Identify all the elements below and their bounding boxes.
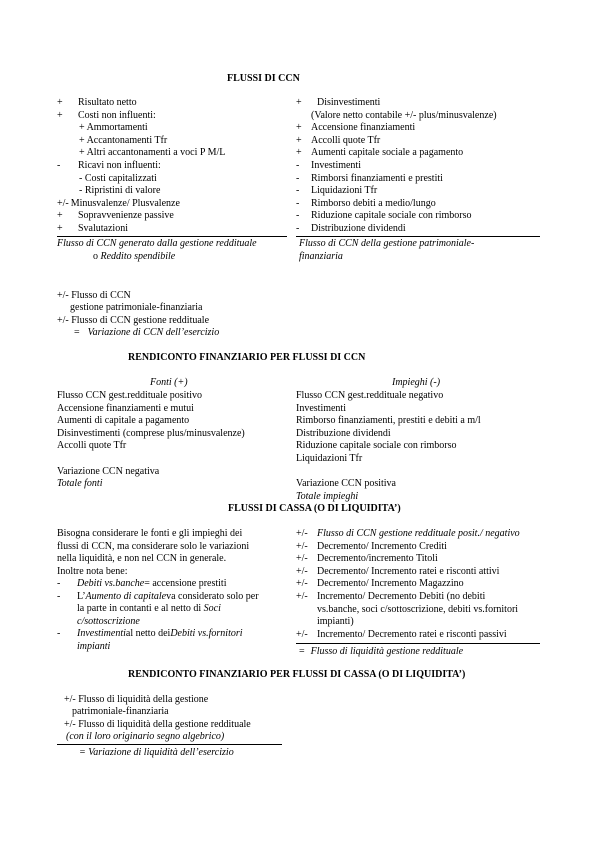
- sign: -: [296, 172, 300, 184]
- sign: +: [296, 97, 302, 108]
- list-item: [57, 173, 292, 186]
- list-item: [296, 604, 540, 617]
- list-item: Accensione finanziamenti e mutui: [57, 402, 194, 414]
- list-item: [296, 173, 536, 186]
- right-list-liquidita: [296, 528, 540, 641]
- item-text: Decremento/ Incremento Magazzino: [317, 578, 464, 590]
- item-text: impianti): [317, 616, 354, 628]
- list-item: Flusso CCN gest.reddituale positivo: [57, 390, 202, 401]
- item-text: Ricavi non influenti:: [78, 159, 161, 171]
- item-text: + Accantonamenti Tfr: [79, 134, 168, 146]
- note-item-cont: c/sottoscrizione: [77, 615, 140, 627]
- list-item: Rimborso finanziamenti, prestiti e debiti a m/l: [296, 415, 481, 427]
- item-text: Risultato netto: [78, 97, 137, 108]
- right-list-gestione-patrimoniale: [296, 97, 536, 236]
- list-item: [57, 147, 292, 160]
- list-item: [57, 97, 292, 110]
- notes-list: [57, 578, 292, 654]
- item-text: Decremento/ Incremento ratei e risconti attivi: [317, 565, 500, 577]
- impieghi-list: [296, 390, 540, 503]
- sign: +: [296, 122, 302, 134]
- sign: [57, 122, 78, 135]
- list-item: flussi di CCN, ma considerare solo le variazioni: [57, 540, 250, 552]
- item-text: Rimborso debiti a medio/lungo: [311, 197, 436, 209]
- sign: -: [296, 222, 300, 234]
- sign: [57, 147, 78, 160]
- note-item: - L’ Aumento di capitale va considerato solo per: [57, 590, 259, 602]
- sign: [57, 135, 78, 148]
- sign: +/-: [296, 540, 308, 552]
- list-item: Accolli quote Tfr: [57, 440, 127, 452]
- list-item: [296, 591, 540, 604]
- item-text: Disinvestimenti: [317, 97, 381, 108]
- item-text: Svalutazioni: [78, 222, 128, 234]
- sign: -: [296, 159, 300, 171]
- item-text: - Costi capitalizzati: [79, 172, 157, 184]
- item-text: + Altri accantonamenti a voci P M/L: [79, 147, 226, 159]
- list-item: [296, 223, 536, 236]
- sign: +/-: [296, 565, 308, 577]
- sign: [57, 185, 78, 198]
- item-text: Incremento/ Decremento ratei e risconti passivi: [317, 628, 507, 640]
- list-item: nella liquidità, e non nel CCN in generale.: [57, 553, 227, 565]
- sum4-line2: patrimoniale-finanziaria: [72, 706, 169, 717]
- list-item: [296, 466, 540, 479]
- title-rendiconto-cassa: RENDICONTO FINANZIARIO PER FLUSSI DI CASSA (O DI LIQUIDITA’): [128, 669, 466, 680]
- note-item: - Debiti vs.banche = accensione prestiti: [57, 578, 227, 589]
- list-item: Distribuzione dividendi: [296, 427, 391, 439]
- list-item: [296, 566, 540, 579]
- divider-sum4: [57, 744, 282, 745]
- list-item: [296, 616, 540, 629]
- item-text: Costi non influenti:: [78, 109, 156, 121]
- sign: +/-: [296, 578, 308, 590]
- fonti-total: Totale fonti: [57, 478, 103, 490]
- list-item: [296, 578, 540, 591]
- sign: -: [296, 197, 300, 209]
- item-text: Liquidazioni Tfr: [311, 185, 378, 197]
- sign: +: [57, 97, 63, 108]
- sum4-line5: = Variazione di liquidità dell’esercizio: [79, 747, 234, 758]
- item-text: + Ammortamenti: [79, 122, 148, 134]
- item-text: Decremento/incremento Titoli: [317, 553, 438, 565]
- sign: +/-: [57, 197, 69, 209]
- item-text: Accolli quote Tfr: [311, 134, 381, 146]
- sign: +/-: [296, 553, 308, 565]
- list-item: [296, 97, 536, 110]
- sum4-line1: +/- Flusso di liquidità della gestione: [64, 694, 209, 705]
- list-item: Aumenti di capitale a pagamento: [57, 415, 190, 427]
- list-item: [57, 453, 292, 466]
- note-item-cont: impianti: [77, 640, 111, 652]
- item-text: Rimborsi finanziamenti e prestiti: [311, 172, 443, 184]
- sign: +: [57, 210, 63, 222]
- right3-total: = Flusso di liquidità gestione reddituale: [299, 646, 464, 657]
- list-item: [57, 210, 292, 223]
- note-item: - Investimenti al netto dei Debiti vs.fornitori: [57, 628, 243, 640]
- sum4-line3: +/- Flusso di liquidità della gestione reddituale: [64, 719, 251, 730]
- title-flussi-ccn: FLUSSI DI CCN: [227, 73, 300, 84]
- list-item: Bisogna considerare le fonti e gli impieghi dei: [57, 528, 243, 539]
- list-item: [296, 198, 536, 211]
- list-item: [296, 122, 536, 135]
- note-item-cont: la parte in contanti e al netto di Soci: [77, 603, 221, 615]
- item-text: Flusso di CCN gestione reddituale posit./ negativo: [317, 528, 520, 539]
- title-rendiconto-ccn: RENDICONTO FINANZIARIO PER FLUSSI DI CCN: [128, 352, 366, 363]
- title-flussi-cassa: FLUSSI DI CASSA (O DI LIQUIDITA’): [228, 503, 401, 514]
- item-text: Incremento/ Decremento Debiti (no debiti: [317, 590, 486, 602]
- list-item: [57, 122, 292, 135]
- fonti-heading: Fonti (+): [150, 377, 188, 388]
- list-item: [57, 198, 292, 211]
- impieghi-heading: Impieghi (-): [392, 377, 441, 388]
- list-item: Riduzione capitale sociale con rimborso: [296, 440, 457, 452]
- list-item: [296, 528, 540, 541]
- list-item: [296, 553, 540, 566]
- list-item: Investimenti: [296, 402, 346, 414]
- list-item: Variazione CCN negativa: [57, 465, 160, 477]
- sum1-line3: +/- Flusso di CCN gestione reddituale: [57, 315, 210, 326]
- sign: +: [57, 222, 63, 234]
- sum1-line4: = Variazione di CCN dell’esercizio: [74, 327, 220, 338]
- list-item: [296, 110, 536, 123]
- sign: [57, 173, 78, 186]
- impieghi-total: Totale impieghi: [296, 490, 359, 502]
- item-text: Investimenti: [311, 159, 361, 171]
- sign: -: [296, 185, 300, 197]
- list-item: [296, 160, 536, 173]
- item-text: - Ripristini di valore: [79, 185, 161, 197]
- sign: +/-: [296, 628, 308, 640]
- list-item: [296, 541, 540, 554]
- left-list-gestione-reddituale: [57, 97, 292, 236]
- sign: +/-: [296, 590, 308, 602]
- item-text: vs.banche, soci c/sottoscrizione, debiti vs.fornitori: [317, 603, 519, 615]
- list-item: Disinvestimenti (comprese plus/minusvalenze): [57, 427, 245, 439]
- divider-right: [296, 236, 540, 237]
- item-text: Decremento/ Incremento Crediti: [317, 540, 447, 552]
- item-text: (Valore netto contabile +/- plus/minusvalenze): [311, 109, 497, 121]
- list-item: [296, 629, 540, 642]
- sign: +: [296, 147, 302, 159]
- left-total-line1: Flusso di CCN generato dalla gestione reddituale: [57, 238, 257, 249]
- list-item: [296, 185, 536, 198]
- sum1-line2: gestione patrimoniale-finanziaria: [70, 302, 203, 313]
- right-total-line1: Flusso di CCN della gestione patrimoniale-: [299, 238, 475, 249]
- list-item: [57, 135, 292, 148]
- list-item: [57, 185, 292, 198]
- list-item: [57, 160, 292, 173]
- sign: +: [296, 134, 302, 146]
- list-item: [296, 135, 536, 148]
- item-text: Distribuzione dividendi: [311, 222, 406, 234]
- list-item: Flusso CCN gest.reddituale negativo: [296, 390, 444, 401]
- sign: -: [296, 210, 300, 222]
- left-total-line2: o Reddito spendibile: [93, 251, 176, 262]
- list-item: Liquidazioni Tfr: [296, 452, 363, 464]
- fonti-list: [57, 390, 292, 491]
- list-item: [296, 210, 536, 223]
- list-item: Variazione CCN positiva: [296, 478, 396, 490]
- sign: [296, 604, 317, 617]
- item-text: Accensione finanziamenti: [311, 122, 416, 134]
- paragraph-fonti-impieghi: [57, 528, 292, 578]
- sign: [296, 616, 317, 629]
- sign: [296, 110, 311, 123]
- sign: -: [57, 159, 61, 171]
- item-text: Riduzione capitale sociale con rimborso: [311, 210, 472, 222]
- sign: +: [57, 109, 63, 121]
- item-text: Aumenti capitale sociale a pagamento: [311, 147, 464, 159]
- list-item: Inoltre nota bene:: [57, 565, 128, 577]
- list-item: [57, 110, 292, 123]
- item-text: Sopravvenienze passive: [78, 210, 174, 222]
- right-total-line2: finanziaria: [299, 251, 343, 262]
- list-item: [57, 223, 292, 236]
- list-item: [296, 147, 536, 160]
- divider-left: [57, 236, 287, 237]
- sum4-line4: (con il loro originario segno algebrico): [66, 731, 225, 742]
- sign: +/-: [296, 528, 308, 539]
- divider-right-liquidita: [296, 643, 540, 644]
- item-text: Minusvalenze/ Plusvalenze: [70, 197, 180, 209]
- sum1-line1: +/- Flusso di CCN: [57, 290, 131, 301]
